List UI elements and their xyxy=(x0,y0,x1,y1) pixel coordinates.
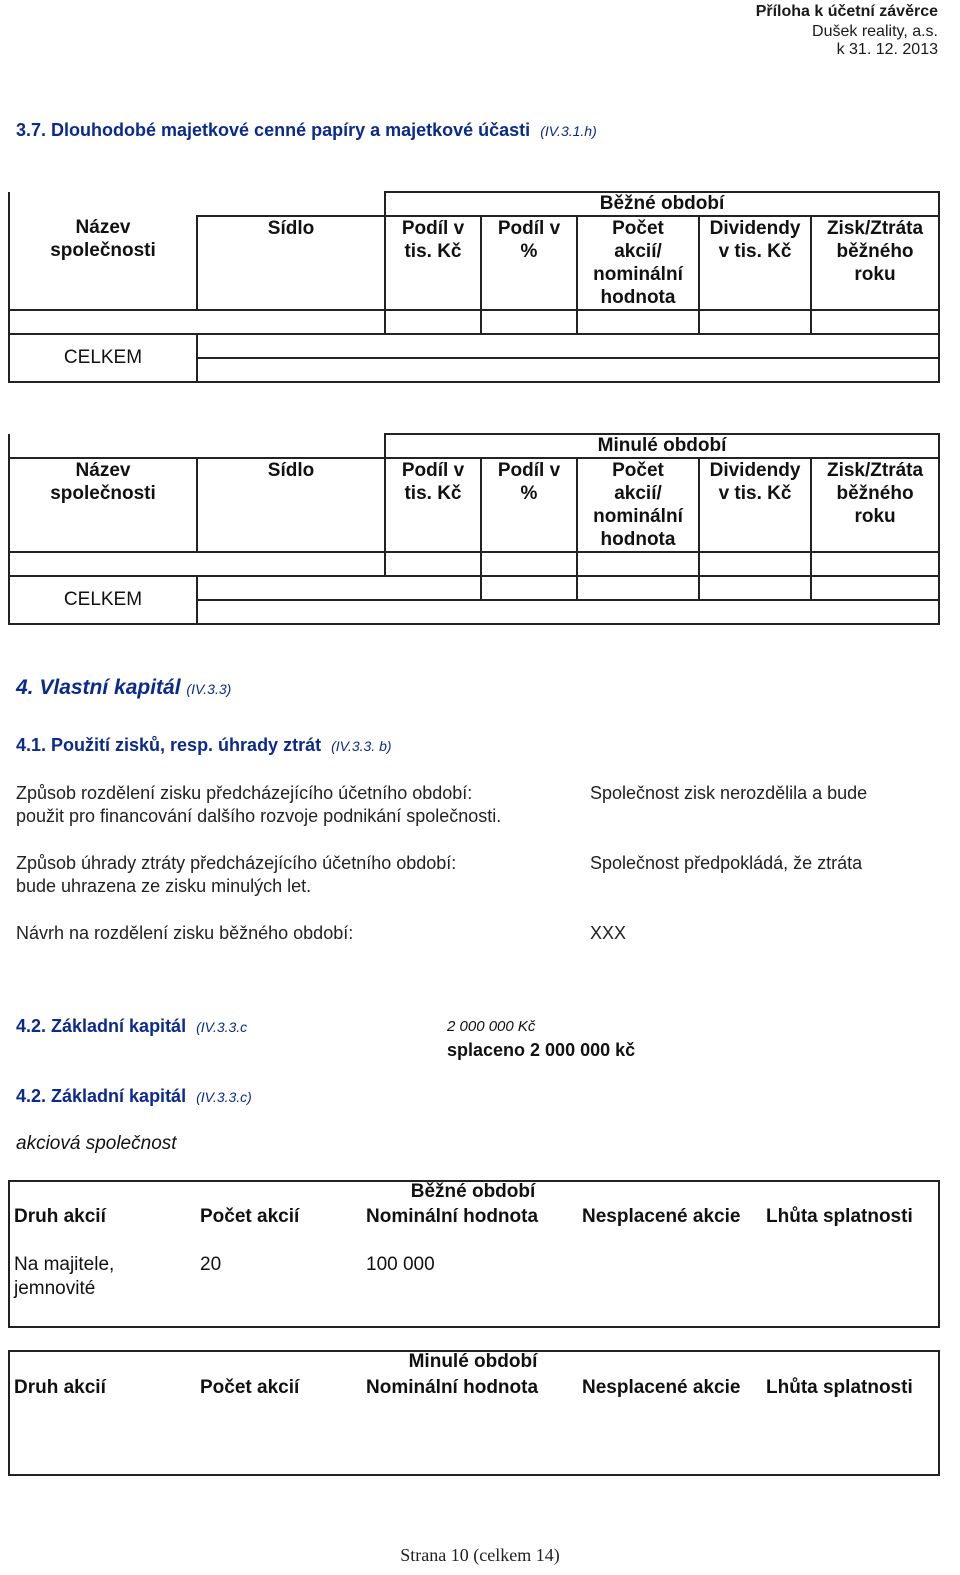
col-nominal-value: Nominální hodnota xyxy=(366,1206,539,1227)
share-count-value: 20 xyxy=(200,1254,222,1275)
col-share-type: Druh akcií xyxy=(14,1377,106,1398)
col-seat: Sídlo xyxy=(197,216,385,310)
col-shares-nominal: Počet akcií/ nominální hodnota xyxy=(577,216,699,310)
col-unpaid-shares: Nesplacené akcie xyxy=(582,1377,741,1398)
profit-proposal-value: XXX xyxy=(590,923,627,943)
col-unpaid-shares: Nesplacené akcie xyxy=(582,1206,741,1227)
company-name: Dušek reality, a.s. xyxy=(812,23,938,40)
capital-paid: splaceno 2 000 000 kč xyxy=(447,1040,636,1060)
col-share-type: Druh akcií xyxy=(14,1206,106,1227)
section-37-heading: 3.7. Dlouhodobé majetkové cenné papíry a majetkové účasti (IV.3.1.h) xyxy=(16,120,597,140)
col-profit-loss: Zisk/Ztráta běžného roku xyxy=(811,458,939,552)
table-row xyxy=(9,334,939,358)
col-nominal-value: Nominální hodnota xyxy=(366,1377,539,1398)
table-row xyxy=(9,576,939,600)
shares-table-previous xyxy=(10,1376,936,1424)
profit-distribution-text: Způsob rozdělení zisku předcházejícího účetního období: použit pro financování dalšího rozvoje podnikání společnosti. xyxy=(16,783,502,826)
col-share-count: Počet akcií xyxy=(200,1206,300,1227)
share-type-value: Na majitele, jemnovité xyxy=(14,1254,115,1299)
section-42a-heading: 4.2. Základní kapitál (IV.3.3.c xyxy=(16,1016,248,1036)
col-due-date: Lhůta splatnosti xyxy=(766,1206,913,1227)
section-4-heading: 4. Vlastní kapitál (IV.3.3) xyxy=(16,676,232,699)
col-share-pct: Podíl v % xyxy=(481,216,577,310)
table-row xyxy=(9,310,939,334)
securities-table-previous xyxy=(8,433,940,625)
col-share-pct: Podíl v % xyxy=(481,458,577,552)
period-previous: Minulé období xyxy=(385,434,939,458)
profit-proposal-text: Návrh na rozdělení zisku běžného období: xyxy=(16,923,354,943)
company-type: akciová společnost xyxy=(16,1133,177,1154)
table-row xyxy=(10,1253,936,1301)
col-dividends: Dividendy v tis. Kč xyxy=(699,458,811,552)
col-seat: Sídlo xyxy=(197,458,385,552)
loss-coverage-text: Způsob úhrady ztráty předcházejícího účetního období: bude uhrazena ze zisku minulých let. xyxy=(16,853,457,896)
capital-amount: 2 000 000 Kč xyxy=(447,1018,536,1035)
page-number: Strana 10 (celkem 14) xyxy=(400,1545,560,1565)
col-shares-nominal: Počet akcií/ nominální hodnota xyxy=(577,458,699,552)
loss-coverage-value: Společnost předpokládá, že ztráta xyxy=(590,853,863,873)
shares-period-previous: Minulé období xyxy=(408,1351,538,1372)
securities-table-current xyxy=(8,191,940,383)
section-41-heading: 4.1. Použití zisků, resp. úhrady ztrát (IV.3.3. b) xyxy=(16,735,392,755)
section-42b-heading: 4.2. Základní kapitál (IV.3.3.c) xyxy=(16,1086,252,1106)
col-profit-loss: Zisk/Ztráta běžného roku xyxy=(811,216,939,310)
col-share-kc: Podíl v tis. Kč xyxy=(385,458,481,552)
col-share-kc: Podíl v tis. Kč xyxy=(385,216,481,310)
report-date: k 31. 12. 2013 xyxy=(836,41,938,58)
total-label: CELKEM xyxy=(9,334,197,382)
col-due-date: Lhůta splatnosti xyxy=(766,1377,913,1398)
col-company-name: Název společnosti xyxy=(9,458,197,552)
col-company-name: Název společnosti xyxy=(9,216,197,310)
nominal-value-value: 100 000 xyxy=(366,1254,435,1275)
col-share-count: Počet akcií xyxy=(200,1377,300,1398)
period-current: Běžné období xyxy=(385,192,939,216)
shares-table-current xyxy=(10,1205,936,1301)
col-dividends: Dividendy v tis. Kč xyxy=(699,216,811,310)
shares-period-current: Běžné období xyxy=(410,1181,536,1202)
total-label: CELKEM xyxy=(9,576,197,624)
table-row xyxy=(9,552,939,576)
doc-title: Příloha k účetní závěrce xyxy=(755,3,938,20)
profit-distribution-value: Společnost zisk nerozdělila a bude xyxy=(590,783,868,803)
